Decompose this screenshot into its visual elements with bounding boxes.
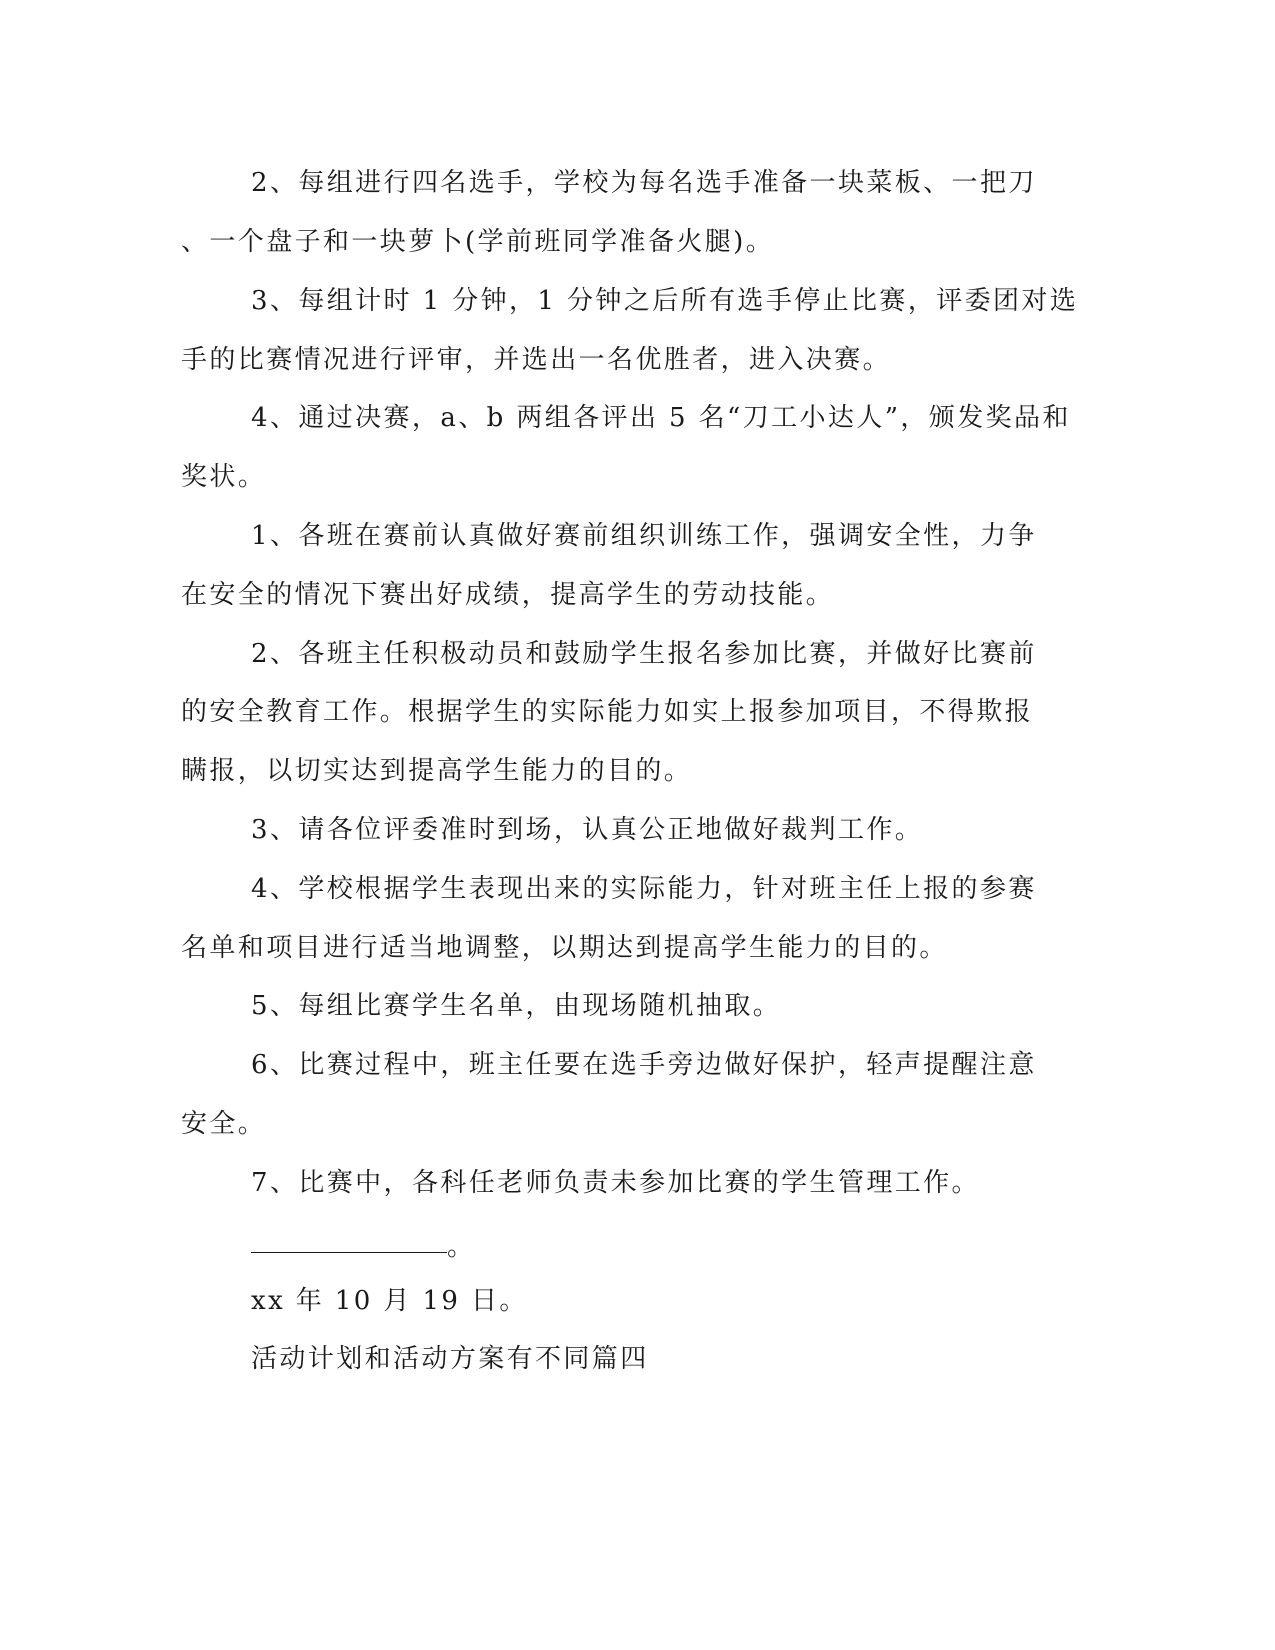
paragraph-line: 奖状。 xyxy=(181,462,267,492)
paragraph-line: 4、学校根据学生表现出来的实际能力，针对班主任上报的参赛 xyxy=(251,874,1037,904)
signature-line xyxy=(251,1230,473,1264)
document-date: xx 年 10 月 19 日。 xyxy=(251,1286,528,1316)
paragraph-line: 2、每组进行四名选手，学校为每名选手准备一块菜板、一把刀 xyxy=(251,168,1037,198)
paragraph-line: 手的比赛情况进行评审，并选出一名优胜者，进入决赛。 xyxy=(181,345,892,375)
paragraph-line: 名单和项目进行适当地调整，以期达到提高学生能力的目的。 xyxy=(181,933,948,963)
signature-suffix: 。 xyxy=(447,1232,474,1262)
paragraph-line: 1、各班在赛前认真做好赛前组织训练工作，强调安全性，力争 xyxy=(251,521,1037,551)
paragraph-line: 5、每组比赛学生名单，由现场随机抽取。 xyxy=(251,991,782,1021)
paragraph-line: 3、每组计时 1 分钟，1 分钟之后所有选手停止比赛，评委团对选 xyxy=(251,286,1079,316)
next-section-heading: 活动计划和活动方案有不同篇四 xyxy=(251,1344,649,1374)
paragraph-line: 4、通过决赛，a、b 两组各评出 5 名“刀工小达人”，颁发奖品和 xyxy=(251,403,1071,433)
paragraph-line: 3、请各位评委准时到场，认真公正地做好裁判工作。 xyxy=(251,815,924,845)
paragraph-line: 、一个盘子和一块萝卜(学前班同学准备火腿)。 xyxy=(181,227,775,257)
paragraph-line: 在安全的情况下赛出好成绩，提高学生的劳动技能。 xyxy=(181,580,835,610)
paragraph-line: 6、比赛过程中，班主任要在选手旁边做好保护，轻声提醒注意 xyxy=(251,1050,1037,1080)
paragraph-line: 的安全教育工作。根据学生的实际能力如实上报参加项目，不得欺报 xyxy=(181,697,1034,727)
paragraph-line: 瞒报，以切实达到提高学生能力的目的。 xyxy=(181,756,693,786)
signature-blank xyxy=(251,1252,447,1253)
paragraph-line: 7、比赛中，各科任老师负责未参加比赛的学生管理工作。 xyxy=(251,1168,980,1198)
paragraph-line: 2、各班主任积极动员和鼓励学生报名参加比赛，并做好比赛前 xyxy=(251,639,1037,669)
paragraph-line: 安全。 xyxy=(181,1109,267,1139)
